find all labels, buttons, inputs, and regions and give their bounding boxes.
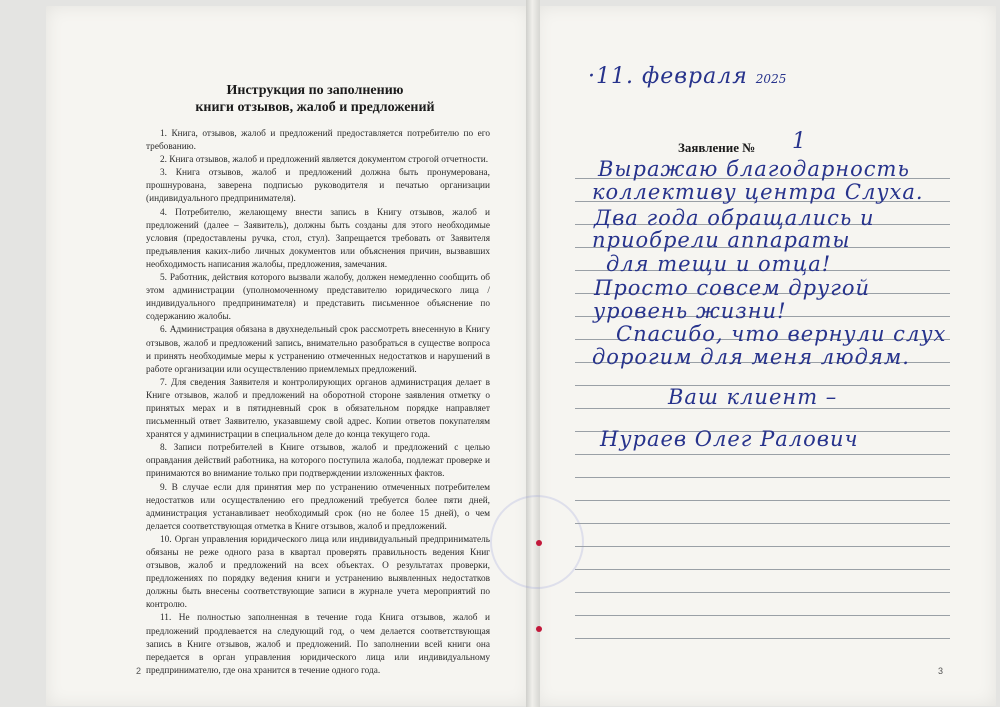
instruction-item: 9. В случае если для принятия мер по устранению отмеченных потребителем недостатков или осуществлению его предложений требуется более пяти дней, администрация устанавливает необходимый срок (но не более 15 дней), о чем делается соответствующая отметка в Книге отзывов, жалоб и предложений. xyxy=(146,482,490,532)
ruled-line xyxy=(575,638,950,639)
instruction-item: 1. Книга, отзывов, жалоб и предложений предоставляется потребителю по его требованию. xyxy=(146,129,490,153)
handwritten-line: Выражаю благодарность xyxy=(598,157,910,181)
handwritten-signature-name: Нураев Олег Ралович xyxy=(600,427,859,451)
ruled-line xyxy=(575,454,950,455)
ruled-line xyxy=(575,523,950,524)
handwritten-line: уровень жизни! xyxy=(593,299,787,323)
date-year: 2025 xyxy=(755,72,787,86)
handwritten-line: Два года обращались и xyxy=(594,206,875,230)
page-number-right: 3 xyxy=(938,666,944,676)
handwritten-line: для тещи и отца! xyxy=(606,252,832,276)
handwritten-line: приобрели аппараты xyxy=(592,228,851,252)
handwritten-date xyxy=(588,64,786,89)
instruction-item: 2. Книга отзывов, жалоб и предложений является документом строгой отчетности. xyxy=(160,155,489,166)
faint-stamp xyxy=(490,495,584,589)
binding-spine xyxy=(526,0,540,707)
instructions-title-line: книги отзывов, жалоб и предложений xyxy=(195,100,435,115)
handwritten-line: дорогим для меня людям. xyxy=(592,345,910,369)
statement-number: 1 xyxy=(792,129,806,154)
date-day-month: ·11. февраля xyxy=(588,64,748,89)
handwritten-line: Спасибо, что вернули слух xyxy=(616,322,947,346)
binding-stitch xyxy=(536,626,542,632)
instructions-title xyxy=(150,82,480,116)
instruction-item: 6. Администрация обязана в двухнедельный срок рассмотреть внесенную в Книгу отзывов, жалоб и предложений запись, внимательно разобраться в существе вопроса и принять необходимые меры к устранению отмеченных недостатков и нарушений в работе организации или осуществлению приемлемых предложений. xyxy=(146,325,490,375)
statement-label: Заявление № xyxy=(678,140,756,155)
page-number-left: 2 xyxy=(136,666,142,676)
instruction-item: 3. Книга отзывов, жалоб и предложений должна быть пронумерована, прошнурована, заверена подписью руководителя и печатью организации (индивидуального предпринимателя). xyxy=(146,168,490,205)
ruled-line xyxy=(575,569,950,570)
ruled-line xyxy=(575,615,950,616)
instruction-item: 5. Работник, действия которого вызвали жалобу, должен немедленно сообщить об этом администрации (уполномоченному представителю юридического лица / индивидуального предпринимателя) и представить письменное объяснение по содержанию жалобы. xyxy=(146,273,490,323)
instructions-list xyxy=(146,128,490,678)
instructions-title-line: Инструкция по заполнению xyxy=(226,83,404,98)
instruction-item: 10. Орган управления юридического лица или индивидуальный предприниматель обязаны не реже одного раза в квартал проверять правильность ведения Книг отзывов, жалоб и предложений на всех объектах. О результатах проверки, предложениях по порядку ведения книги и устранению выявленных недостатков должны быть внесены соответствующие записи в журнале учета мероприятий по контролю. xyxy=(146,534,490,611)
instruction-item: 11. Не полностью заполненная в течение года Книга отзывов, жалоб и предложений продлевается на следующий год, о чем делается соответствующая запись в Книге отзывов, жалоб и предложений. По заполнении всей книги она передается в орган управления юридического лица или индивидуальному предпринимателю, где она хранится в течение одного года. xyxy=(146,613,490,676)
ruled-line xyxy=(575,546,950,547)
ruled-line xyxy=(575,500,950,501)
instruction-item: 4. Потребителю, желающему внести запись в Книгу отзывов, жалоб и предложений (далее – Заявитель), должны быть созданы для этого необходимые условия (предоставлены ручка, стол, стул). Запрещается требовать от Заявителя предъявления каких-либо личных документов или объяснения причин, вызвавших необходимость написания жалобы, предложения, замечания. xyxy=(146,207,490,270)
instruction-item: 7. Для сведения Заявителя и контролирующих органов администрация делает в Книге отзывов, жалоб и предложений на оборотной стороне заявления отметку о принятых мерах и в пятидневный срок в обязательном порядке направляет письменный ответ Заявителю, указавшему свой адрес. Копии ответов покупателям хранятся у администрации в специальном деле до конца текущего года. xyxy=(146,377,490,441)
handwritten-signoff: Ваш клиент – xyxy=(668,385,838,409)
handwritten-line: коллективу центра Слуха. xyxy=(592,180,924,204)
handwritten-line: Просто совсем другой xyxy=(594,276,871,300)
ruled-line xyxy=(575,592,950,593)
ruled-line xyxy=(575,477,950,478)
instruction-item: 8. Записи потребителей в Книге отзывов, жалоб и предложений с целью оправдания действий работника, на которого поступила жалоба, подлежат проверке и принимаются во внимание только при подтверждении изложенных фактов. xyxy=(146,443,490,480)
